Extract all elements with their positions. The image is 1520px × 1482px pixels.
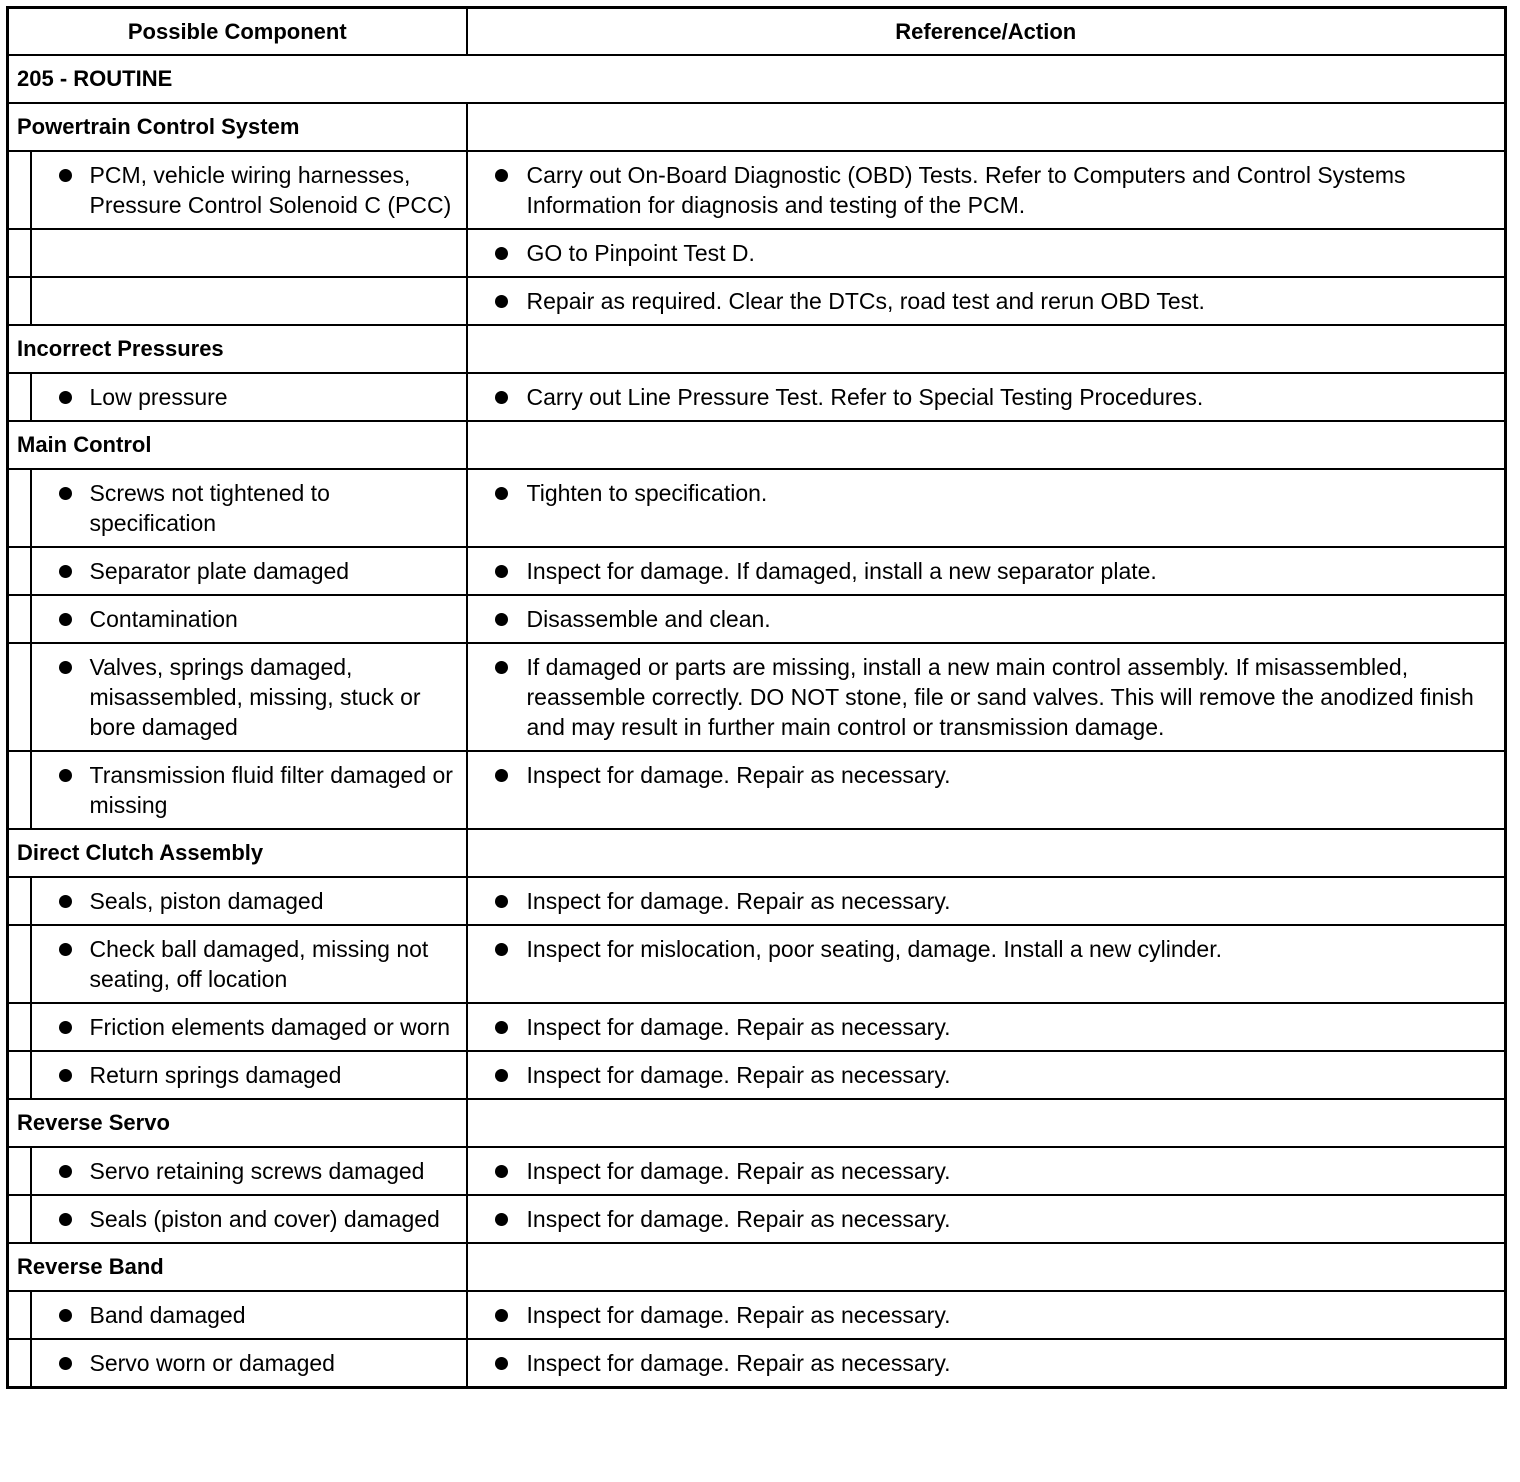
action-bullet-item xyxy=(468,1348,1500,1378)
diagnosis-table xyxy=(6,6,1507,1389)
action-cell xyxy=(467,229,1506,277)
action-text: Inspect for damage. Repair as necessary. xyxy=(526,1014,951,1040)
action-text: If damaged or parts are missing, install a new main control assembly. If misassembled, reassemble correctly. DO NOT stone, file or sand valves. This will remove the anodized finish and may result in further main control or transmission damage. xyxy=(526,654,1474,740)
component-bullet-item xyxy=(32,1012,462,1042)
action-cell xyxy=(467,277,1506,325)
action-bullet-item xyxy=(468,238,1500,268)
bullet-icon xyxy=(495,943,508,956)
action-bullet-item xyxy=(468,652,1500,742)
section-title: Powertrain Control System xyxy=(8,103,467,151)
component-cell xyxy=(31,373,467,421)
component-cell xyxy=(31,229,467,277)
component-cell xyxy=(31,469,467,547)
action-bullet-item xyxy=(468,382,1500,412)
action-bullet-item xyxy=(468,934,1500,964)
component-cell xyxy=(31,1147,467,1195)
action-text: Inspect for mislocation, poor seating, damage. Install a new cylinder. xyxy=(526,936,1222,962)
header-reference-action: Reference/Action xyxy=(467,8,1506,56)
component-cell xyxy=(31,1291,467,1339)
action-cell xyxy=(467,547,1506,595)
bullet-icon xyxy=(495,247,508,260)
bullet-icon xyxy=(59,565,72,578)
action-text: Carry out On-Board Diagnostic (OBD) Tests. Refer to Computers and Control Systems Information for diagnosis and testing of the PCM. xyxy=(526,162,1406,218)
action-cell xyxy=(467,643,1506,751)
action-bullet-item xyxy=(468,1156,1500,1186)
component-text: PCM, vehicle wiring harnesses, Pressure Control Solenoid C (PCC) xyxy=(89,162,452,218)
section-row xyxy=(8,1243,1506,1291)
action-cell xyxy=(467,751,1506,829)
component-text: Check ball damaged, missing not seating, off location xyxy=(89,936,429,992)
component-cell xyxy=(31,547,467,595)
component-bullet-item xyxy=(32,1348,462,1378)
component-cell xyxy=(31,877,467,925)
indent-cell xyxy=(8,277,31,325)
indent-cell xyxy=(8,547,31,595)
component-cell xyxy=(31,1051,467,1099)
action-cell xyxy=(467,1003,1506,1051)
bullet-icon xyxy=(495,895,508,908)
section-title: Reverse Band xyxy=(8,1243,467,1291)
component-cell xyxy=(31,1339,467,1388)
component-text: Valves, springs damaged, misassembled, missing, stuck or bore damaged xyxy=(89,654,421,740)
section-title: Direct Clutch Assembly xyxy=(8,829,467,877)
table-row xyxy=(8,1339,1506,1388)
bullet-icon xyxy=(495,1357,508,1370)
bullet-icon xyxy=(495,1309,508,1322)
action-cell xyxy=(467,1051,1506,1099)
action-text: Tighten to specification. xyxy=(526,480,768,506)
indent-cell xyxy=(8,229,31,277)
bullet-icon xyxy=(495,169,508,182)
table-row xyxy=(8,877,1506,925)
component-cell xyxy=(31,595,467,643)
table-row xyxy=(8,925,1506,1003)
action-cell xyxy=(467,1339,1506,1388)
section-title: Main Control xyxy=(8,421,467,469)
action-cell xyxy=(467,151,1506,229)
action-bullet-item xyxy=(468,556,1500,586)
table-row xyxy=(8,1051,1506,1099)
action-cell xyxy=(467,1147,1506,1195)
section-row xyxy=(8,325,1506,373)
bullet-icon xyxy=(495,391,508,404)
action-cell xyxy=(467,877,1506,925)
bullet-icon xyxy=(495,1069,508,1082)
bullet-icon xyxy=(495,487,508,500)
table-row xyxy=(8,373,1506,421)
action-bullet-item xyxy=(468,160,1500,220)
component-bullet-item xyxy=(32,1300,462,1330)
table-row xyxy=(8,469,1506,547)
indent-cell xyxy=(8,469,31,547)
section-action-cell xyxy=(467,829,1506,877)
bullet-icon xyxy=(59,1357,72,1370)
section-row xyxy=(8,829,1506,877)
table-row xyxy=(8,1195,1506,1243)
action-text: GO to Pinpoint Test D. xyxy=(526,240,755,266)
section-row xyxy=(8,55,1506,103)
section-action-cell xyxy=(467,325,1506,373)
indent-cell xyxy=(8,1339,31,1388)
bullet-icon xyxy=(59,1309,72,1322)
header-possible-component: Possible Component xyxy=(8,8,467,56)
table-row xyxy=(8,1147,1506,1195)
indent-cell xyxy=(8,1291,31,1339)
bullet-icon xyxy=(495,1213,508,1226)
section-title: Incorrect Pressures xyxy=(8,325,467,373)
action-bullet-item xyxy=(468,1300,1500,1330)
action-text: Disassemble and clean. xyxy=(526,606,771,632)
component-text: Low pressure xyxy=(89,384,228,410)
component-bullet-item xyxy=(32,652,462,742)
component-bullet-item xyxy=(32,1204,462,1234)
section-title: 205 - ROUTINE xyxy=(8,55,1506,103)
bullet-icon xyxy=(59,1021,72,1034)
component-text: Friction elements damaged or worn xyxy=(89,1014,450,1040)
component-cell xyxy=(31,277,467,325)
bullet-icon xyxy=(59,895,72,908)
component-cell xyxy=(31,925,467,1003)
component-text: Return springs damaged xyxy=(89,1062,342,1088)
component-cell xyxy=(31,1195,467,1243)
bullet-icon xyxy=(59,1069,72,1082)
action-cell xyxy=(467,469,1506,547)
action-bullet-item xyxy=(468,886,1500,916)
action-bullet-item xyxy=(468,1012,1500,1042)
bullet-icon xyxy=(59,391,72,404)
component-bullet-item xyxy=(32,934,462,994)
component-text: Band damaged xyxy=(89,1302,246,1328)
indent-cell xyxy=(8,595,31,643)
component-bullet-item xyxy=(32,556,462,586)
indent-cell xyxy=(8,1147,31,1195)
component-cell xyxy=(31,151,467,229)
table-row xyxy=(8,1291,1506,1339)
action-text: Inspect for damage. Repair as necessary. xyxy=(526,762,951,788)
action-text: Inspect for damage. Repair as necessary. xyxy=(526,1062,951,1088)
bullet-icon xyxy=(59,769,72,782)
action-bullet-item xyxy=(468,1204,1500,1234)
component-bullet-item xyxy=(32,382,462,412)
component-bullet-item xyxy=(32,886,462,916)
action-cell xyxy=(467,595,1506,643)
component-bullet-item xyxy=(32,604,462,634)
component-cell xyxy=(31,1003,467,1051)
bullet-icon xyxy=(59,487,72,500)
table-row xyxy=(8,595,1506,643)
component-bullet-item xyxy=(32,1060,462,1090)
component-bullet-item xyxy=(32,1156,462,1186)
indent-cell xyxy=(8,877,31,925)
component-text: Transmission fluid filter damaged or missing xyxy=(89,762,453,818)
indent-cell xyxy=(8,643,31,751)
indent-cell xyxy=(8,751,31,829)
section-action-cell xyxy=(467,1243,1506,1291)
action-text: Inspect for damage. Repair as necessary. xyxy=(526,888,951,914)
bullet-icon xyxy=(59,169,72,182)
component-text: Separator plate damaged xyxy=(89,558,350,584)
component-text: Servo worn or damaged xyxy=(89,1350,335,1376)
action-bullet-item xyxy=(468,478,1500,508)
component-text: Servo retaining screws damaged xyxy=(89,1158,425,1184)
section-action-cell xyxy=(467,103,1506,151)
action-cell xyxy=(467,373,1506,421)
table-row xyxy=(8,547,1506,595)
bullet-icon xyxy=(59,613,72,626)
action-text: Inspect for damage. Repair as necessary. xyxy=(526,1206,951,1232)
section-row xyxy=(8,103,1506,151)
action-bullet-item xyxy=(468,1060,1500,1090)
table-row xyxy=(8,751,1506,829)
action-text: Repair as required. Clear the DTCs, road test and rerun OBD Test. xyxy=(526,288,1205,314)
indent-cell xyxy=(8,1195,31,1243)
table-row xyxy=(8,1003,1506,1051)
component-bullet-item xyxy=(32,478,462,538)
bullet-icon xyxy=(495,769,508,782)
section-row xyxy=(8,1099,1506,1147)
bullet-icon xyxy=(495,661,508,674)
table-row xyxy=(8,643,1506,751)
action-bullet-item xyxy=(468,286,1500,316)
table-row xyxy=(8,229,1506,277)
indent-cell xyxy=(8,1003,31,1051)
bullet-icon xyxy=(495,613,508,626)
section-row xyxy=(8,421,1506,469)
action-bullet-item xyxy=(468,760,1500,790)
header-row xyxy=(8,8,1506,56)
indent-cell xyxy=(8,151,31,229)
component-bullet-item xyxy=(32,160,462,220)
bullet-icon xyxy=(59,943,72,956)
bullet-icon xyxy=(495,1165,508,1178)
indent-cell xyxy=(8,373,31,421)
component-text: Seals (piston and cover) damaged xyxy=(89,1206,440,1232)
component-cell xyxy=(31,643,467,751)
component-cell xyxy=(31,751,467,829)
section-title: Reverse Servo xyxy=(8,1099,467,1147)
bullet-icon xyxy=(495,1021,508,1034)
action-cell xyxy=(467,1291,1506,1339)
component-bullet-item xyxy=(32,760,462,820)
bullet-icon xyxy=(59,1213,72,1226)
component-text: Screws not tightened to specification xyxy=(89,480,330,536)
action-bullet-item xyxy=(468,604,1500,634)
bullet-icon xyxy=(495,295,508,308)
bullet-icon xyxy=(495,565,508,578)
action-cell xyxy=(467,925,1506,1003)
bullet-icon xyxy=(59,1165,72,1178)
action-text: Inspect for damage. Repair as necessary. xyxy=(526,1302,951,1328)
action-text: Inspect for damage. Repair as necessary. xyxy=(526,1350,951,1376)
action-cell xyxy=(467,1195,1506,1243)
section-action-cell xyxy=(467,1099,1506,1147)
component-text: Seals, piston damaged xyxy=(89,888,324,914)
table-body xyxy=(8,55,1506,1388)
section-action-cell xyxy=(467,421,1506,469)
action-text: Inspect for damage. If damaged, install a new separator plate. xyxy=(526,558,1157,584)
component-text: Contamination xyxy=(89,606,238,632)
table-row xyxy=(8,277,1506,325)
action-text: Carry out Line Pressure Test. Refer to Special Testing Procedures. xyxy=(526,384,1204,410)
bullet-icon xyxy=(59,661,72,674)
indent-cell xyxy=(8,1051,31,1099)
indent-cell xyxy=(8,925,31,1003)
table-row xyxy=(8,151,1506,229)
action-text: Inspect for damage. Repair as necessary. xyxy=(526,1158,951,1184)
